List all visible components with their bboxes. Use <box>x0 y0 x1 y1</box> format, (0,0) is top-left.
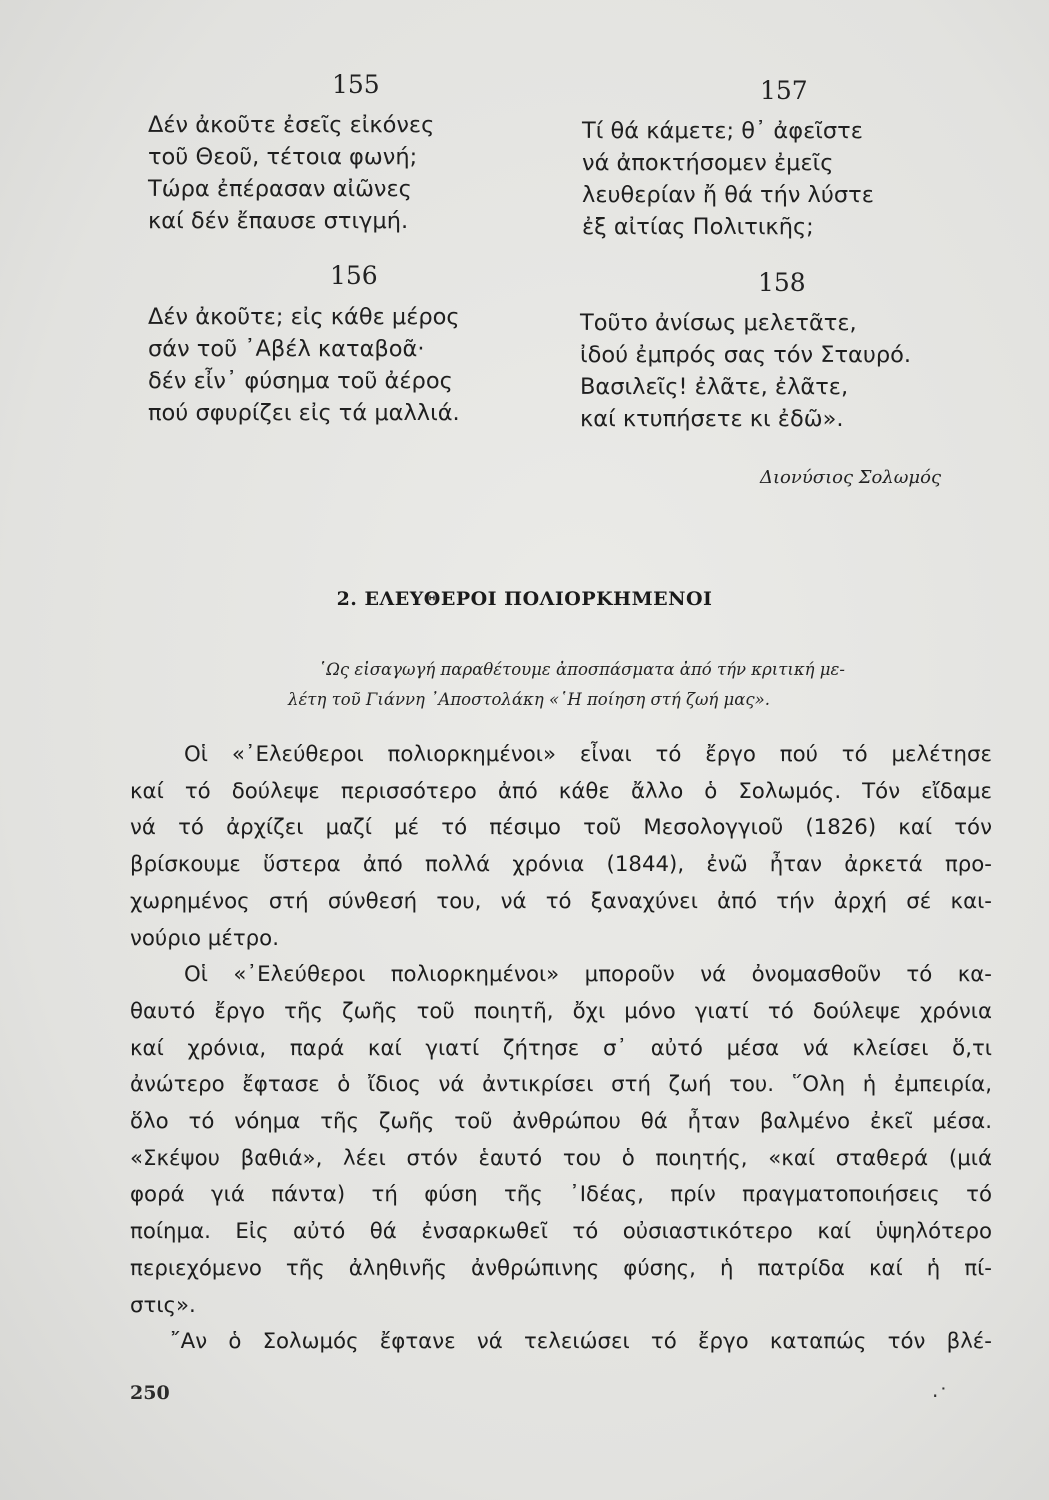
stanza-line: ἰδού ἐμπρός σας τόν Σταυρό. <box>580 342 912 368</box>
stanza-line: Τοῦτο ἀνίσως μελετᾶτε, <box>580 310 857 336</box>
stanza-line: Βασιλεῖς! ἐλᾶτε, ἐλᾶτε, <box>580 374 849 400</box>
body-line: ῎Αν ὁ Σολωμός ἔφτανε νά τελειώσει τό ἔργο καταπώς τόν βλέ- <box>170 1329 992 1355</box>
body-line: Οἱ «᾿Ελεύθεροι πολιορκημένοι» μποροῦν νά ὀνομασθοῦν τό κα- <box>184 962 992 988</box>
printer-mark: ·˙ <box>932 1384 949 1408</box>
body-line: χωρημένος στή σύνθεσή του, νά τό ξαναχύνει ἀπό τήν ἀρχή σέ και- <box>130 888 992 914</box>
stanza-156 <box>148 301 460 429</box>
stanza-157 <box>582 115 874 243</box>
body-line: περιεχόμενο τῆς ἀληθινῆς ἀνθρώπινης φύσης, ἡ πατρίδα καί ἡ πί- <box>130 1255 992 1281</box>
stanza-line: καί δέν ἔπαυσε στιγμή. <box>148 208 409 234</box>
body-text <box>130 737 992 1361</box>
stanza-line: καί κτυπήσετε κι ἐδῶ». <box>580 406 844 432</box>
body-line: ἀνώτερο ἔφτασε ὁ ἴδιος νά ἀντικρίσει στή ζωή του. ῞Ολη ἡ ἐμπειρία, <box>130 1072 992 1098</box>
stanza-line: Τώρα ἐπέρασαν αἰῶνες <box>148 176 412 202</box>
stanza-number-155: 155 <box>332 70 380 99</box>
body-line: καί τό δούλεψε περισσότερο ἀπό κάθε ἄλλο ὁ Σολωμός. Τόν εἴδαμε <box>130 778 992 804</box>
stanza-line: τοῦ Θεοῦ, τέτοια φωνή; <box>148 144 418 170</box>
body-line: στις». <box>130 1292 196 1318</box>
body-line: ὅλο τό νόημα τῆς ζωῆς τοῦ ἀνθρώπου θά ἦταν βαλμένο ἐκεῖ μέσα. <box>130 1109 992 1135</box>
stanza-line: πού σφυρίζει εἰς τά μαλλιά. <box>148 400 460 426</box>
body-line: νούριο μέτρο. <box>130 925 279 951</box>
stanza-155 <box>148 109 434 237</box>
intro-line: ῾Ως εἰσαγωγή παραθέτουμε ἀποσπάσματα ἀπό τήν κριτική με- <box>318 660 845 679</box>
body-line: Οἱ «᾿Ελεύθεροι πολιορκημένοι» εἶναι τό ἔργο πού τό μελέτησε <box>184 742 992 767</box>
stanza-line: λευθερίαν ἤ θά τήν λύστε <box>582 182 874 208</box>
stanza-line: Τί θά κάμετε; θ᾿ ἀφεῖστε <box>582 118 863 144</box>
body-line: καί χρόνια, παρά καί γιατί ζήτησε σ᾿ αὐτό μέσα νά κλείσει ὅ,τι <box>130 1035 992 1061</box>
stanza-number-157: 157 <box>760 76 808 105</box>
stanza-line: σάν τοῦ ᾿Αβέλ καταβοᾶ· <box>148 336 425 362</box>
body-line: φορά γιά πάντα) τή φύση τῆς ᾿Ιδέας, πρίν πραγματοποιήσεις τό <box>130 1182 992 1208</box>
stanza-number-156: 156 <box>330 261 378 290</box>
page-number: 250 <box>130 1382 170 1404</box>
body-line: νά τό ἀρχίζει μαζί μέ τό πέσιμο τοῦ Μεσολογγιοῦ (1826) καί τόν <box>130 815 992 841</box>
body-line: θαυτό ἔργο τῆς ζωῆς τοῦ ποιητῆ, ὄχι μόνο γιατί τό δούλεψε χρόνια <box>130 998 992 1024</box>
stanza-158 <box>580 307 911 435</box>
poem-author: Διονύσιος Σολωμός <box>760 467 942 488</box>
body-line: βρίσκουμε ὕστερα ἀπό πολλά χρόνια (1844), ἐνῶ ἦταν ἀρκετά προ- <box>130 852 992 878</box>
intro-note <box>288 655 986 715</box>
stanza-line: ἐξ αἰτίας Πολιτικῆς; <box>582 214 814 240</box>
body-line: «Σκέψου βαθιά», λέει στόν ἑαυτό του ὁ ποιητής, «καί σταθερά (μιά <box>130 1145 992 1171</box>
stanza-line: δέν εἶν᾿ φύσημα τοῦ ἀέρος <box>148 368 453 394</box>
stanza-number-158: 158 <box>758 268 806 297</box>
section-title: 2. ΕΛΕΥΘΕΡΟΙ ΠΟΛΙΟΡΚΗΜΕΝΟΙ <box>336 588 713 610</box>
stanza-line: Δέν ἀκοῦτε; εἰς κάθε μέρος <box>148 304 460 330</box>
body-line: ποίημα. Εἰς αὐτό θά ἐνσαρκωθεῖ τό οὐσιαστικότερο καί ὑψηλότερο <box>130 1219 992 1245</box>
stanza-line: νά ἀποκτήσομεν ἐμεῖς <box>582 150 834 176</box>
intro-line: λέτη τοῦ Γιάννη ᾿Αποστολάκη «῾Η ποίηση στή ζωή μας». <box>288 690 770 709</box>
stanza-line: Δέν ἀκοῦτε ἐσεῖς εἰκόνες <box>148 112 435 138</box>
